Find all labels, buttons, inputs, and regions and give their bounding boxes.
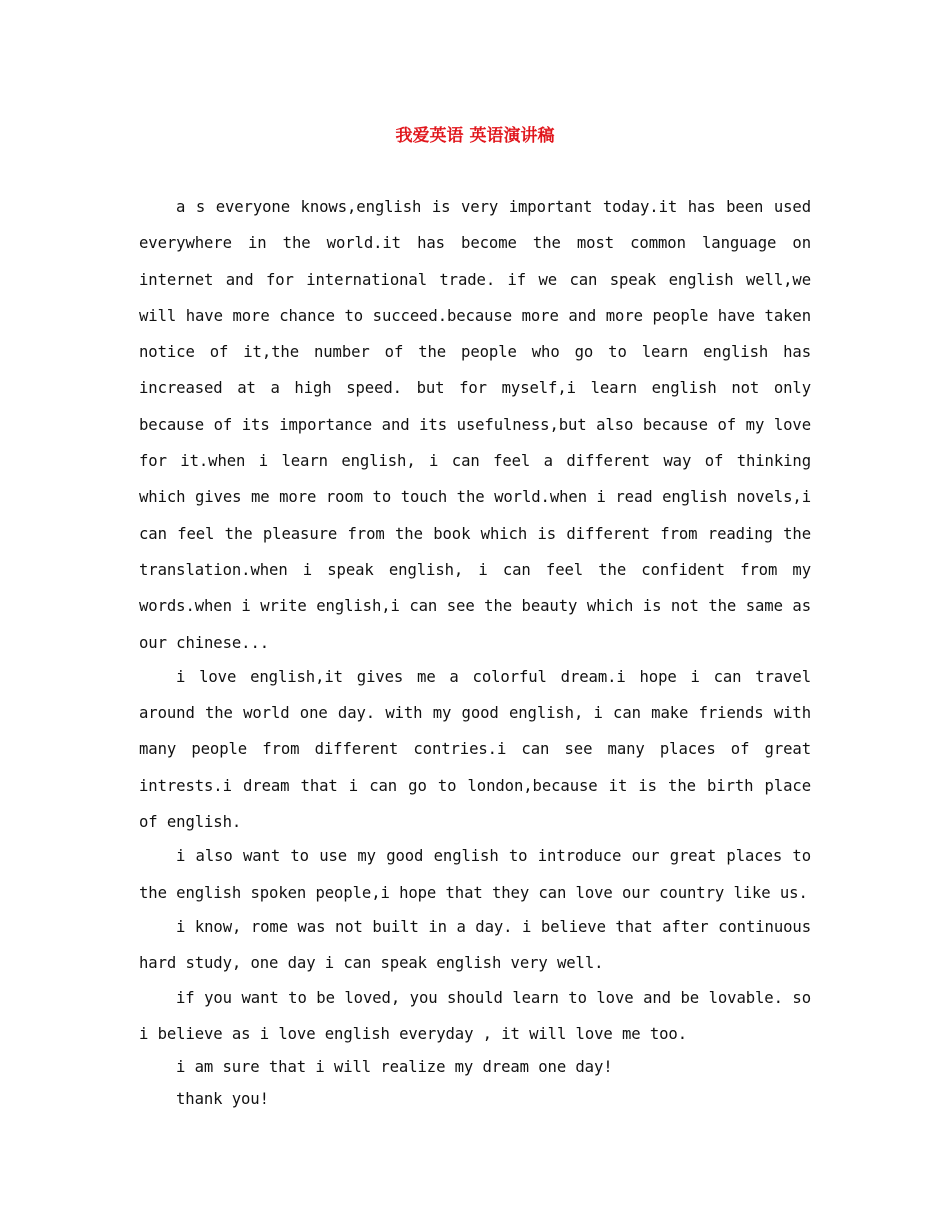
paragraph-5: if you want to be loved, you should learn to love and be lovable. so i believe as i love english everyday , it will love me too. bbox=[139, 988, 811, 1043]
paragraph-6: i am sure that i will realize my dream one day! bbox=[176, 1058, 613, 1077]
paragraph-3: i also want to use my good english to introduce our great places to the english spoken people,i hope that they can love our country like us. bbox=[139, 847, 811, 902]
paragraph-1: a s everyone knows,english is very important today.it has been used everywhere in the world.it has become the most common language on internet and for international trade. if we can speak english well,we will have more chance to succeed.because more and more people have taken notice of it,the number of the people who go to learn english has increased at a high speed. but for myself,i learn english not only because of its importance and its usefulness,but also because of my love for it.when i learn english, i can feel a different way of thinking which gives me more room to touch the world.when i read english novels,i can feel the pleasure from the book which is different from reading the translation.when i speak english, i can feel the confident from my words.when i write english,i can see the beauty which is not the same as our chinese... bbox=[139, 198, 811, 652]
paragraph-4: i know, rome was not built in a day. i believe that after continuous hard study, one day i can speak english very well. bbox=[139, 917, 811, 973]
paragraph-2: i love english,it gives me a colorful dream.i hope i can travel around the world one day. with my good english, i can make friends with many people from different contries.i can see many places of great intrests.i dream that i can go to london,because it is the birth place of english. bbox=[139, 667, 811, 832]
document-title: 我爱英语 英语演讲稿 bbox=[395, 126, 555, 146]
document-body bbox=[139, 189, 811, 1116]
paragraph-7: thank you! bbox=[176, 1090, 269, 1109]
